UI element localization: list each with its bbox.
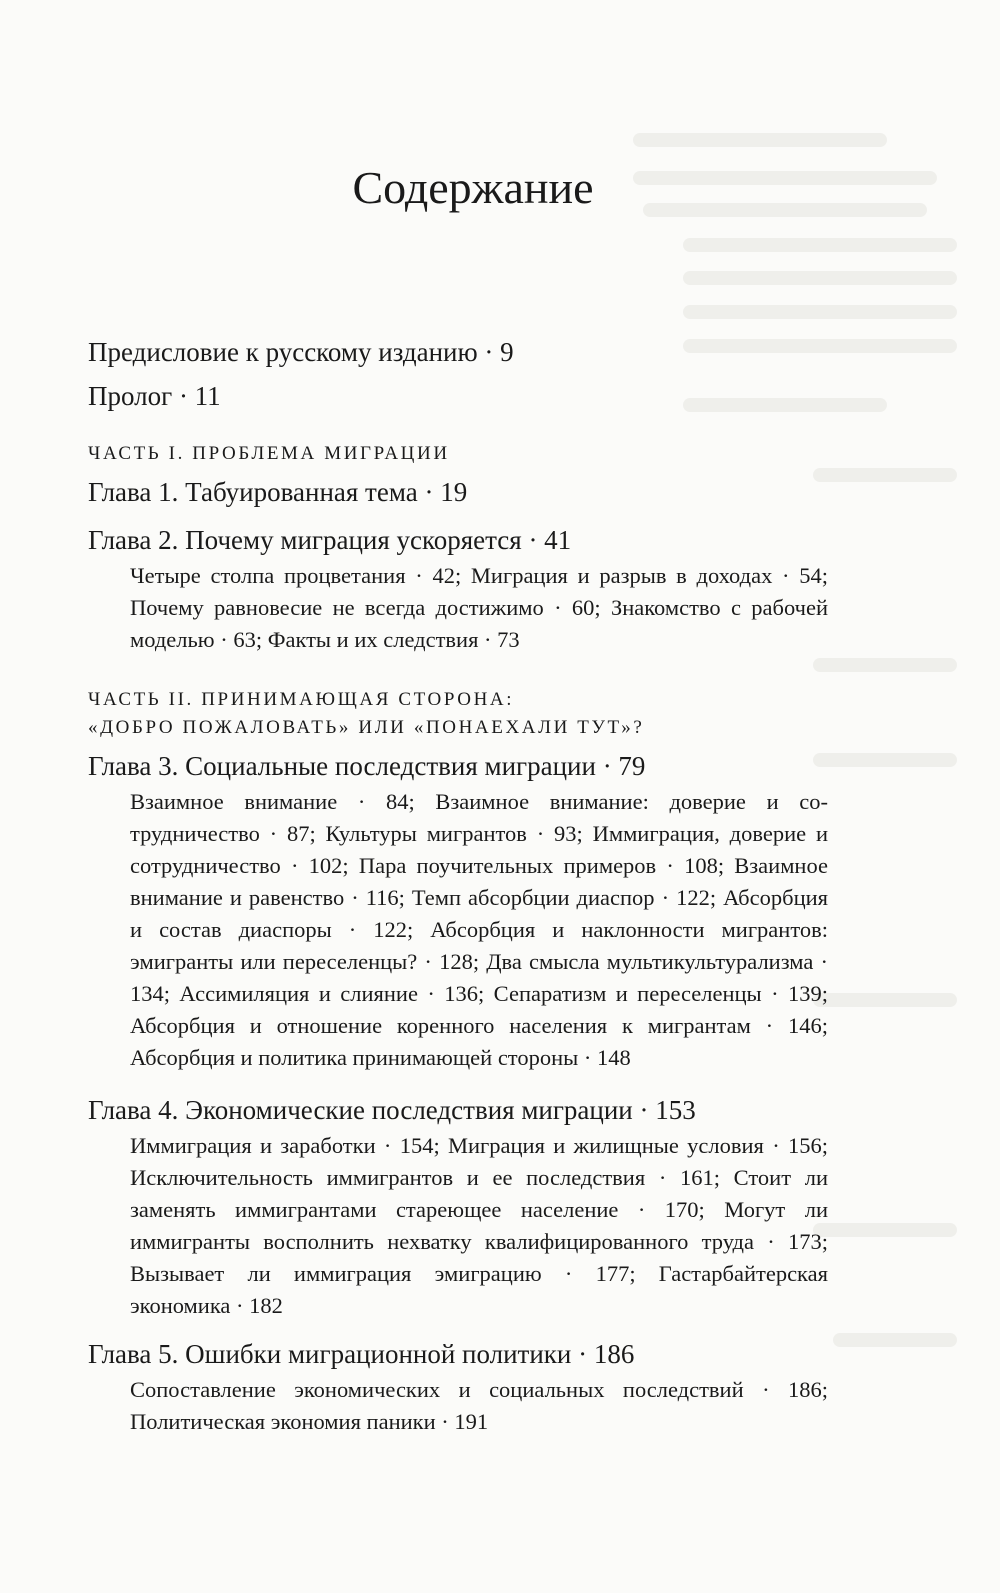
part-2-heading (88, 686, 828, 742)
chapter-title[interactable]: Глава 4. Экономические последствия миграции · 153 (88, 1095, 696, 1125)
chapter-title[interactable]: Глава 5. Ошибки миграционной политики · 186 (88, 1339, 635, 1369)
chapter-3 (88, 748, 828, 1074)
part-1-heading (88, 440, 828, 468)
toc-entry-prologue[interactable]: Пролог · 11 (88, 381, 221, 411)
chapter-2 (88, 522, 828, 656)
page-title: Содержание (352, 162, 594, 213)
part-heading-line: ЧАСТЬ I. ПРОБЛЕМА МИГРАЦИИ (88, 443, 450, 464)
part-heading-line: «ДОБРО ПОЖАЛОВАТЬ» ИЛИ «ПОНАЕХАЛИ ТУТ»? (88, 717, 645, 738)
chapter-sections: Четыре столпа процветания · 42; Миграция и разрыв в доходах · 54; Почему равновесие не всегда достижимо · 60; Знакомство с рабочей моделью · 63; Факты и их следствия · 73 (130, 563, 828, 652)
chapter-title[interactable]: Глава 1. Табуированная тема · 19 (88, 477, 468, 507)
chapter-title[interactable]: Глава 3. Социальные последствия миграции · 79 (88, 751, 646, 781)
part-heading-line: ЧАСТЬ II. ПРИНИМАЮЩАЯ СТОРОНА: (88, 689, 515, 710)
chapter-sections: Иммиграция и заработки · 154; Миграция и жилищные условия · 156; Исключительность иммигрантов и ее последствия · 161; Стоит ли заменять иммигрантами стареющее население · 170; Могут ли иммигранты восполнить нехватку квалифицированного труда · 173; Вызывает ли иммиграция эмиграцию · 177; Гастарбайтерская экономика · 182 (130, 1133, 828, 1318)
chapter-sections: Сопоставление экономических и социальных последствий · 186; Политическая экономия паники · 191 (130, 1377, 828, 1434)
toc-entry-preface[interactable]: Предисловие к русскому изданию · 9 (88, 337, 514, 367)
chapter-4 (88, 1092, 828, 1322)
chapter-sections: Взаимное внимание · 84; Взаимное внимание: доверие и сотрудничество · 87; Культуры мигрантов · 93; Иммиграция, доверие и сотрудничество · 102; Пара поучительных примеров · 108; Взаимное внимание и равенство · 116; Темп абсорбции диаспор · 122; Абсорбция и состав диаспоры · 122; Абсорбция и наклонности мигрантов: эмигранты или переселенцы? · 128; Два смысла мультикультурализма · 134; Ассимиляция и слияние · 136; Сепаратизм и переселенцы · 139; Абсорбция и отношение коренного населения к мигрантам · 146; Абсорбция и политика принимающей стороны · 148 (130, 789, 828, 1070)
chapter-5 (88, 1336, 828, 1438)
chapter-title[interactable]: Глава 2. Почему миграция ускоряется · 41 (88, 525, 572, 555)
front-matter (88, 334, 828, 414)
chapter-1 (88, 474, 828, 510)
table-of-contents (88, 160, 828, 1450)
